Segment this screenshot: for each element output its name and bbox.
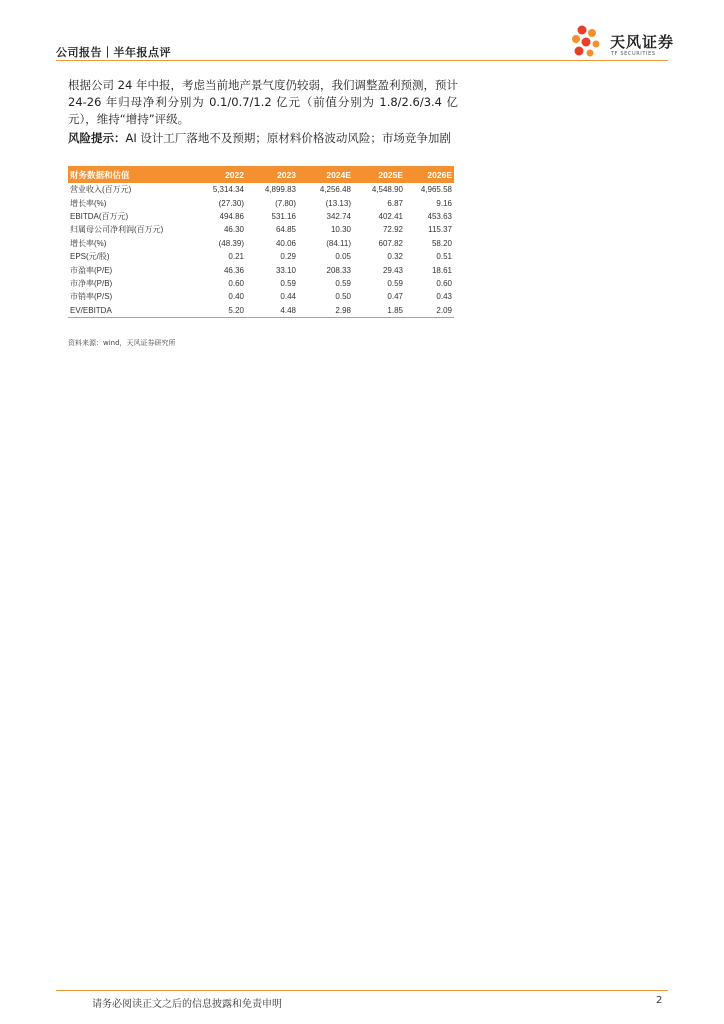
page-number: 2 [656, 995, 663, 1006]
value-cell: 4.48 [246, 304, 298, 318]
value-cell: 0.50 [335, 292, 351, 302]
value-cell: 2.98 [298, 304, 353, 318]
value-cell: 0.51 [436, 252, 452, 262]
row-label-cell: EBITDA(百万元) [70, 211, 129, 221]
value-cell: 33.10 [275, 265, 296, 275]
value-cell: 4,965.58 [420, 185, 452, 195]
financial-data-table [68, 166, 454, 318]
table-header-cell: 2023 [246, 166, 298, 183]
table-header-row [68, 166, 454, 183]
value-cell: 10.30 [330, 225, 351, 235]
value-cell: 0.60 [228, 278, 244, 288]
table-header-cell: 2025E [353, 166, 405, 183]
risk-text: AI 设计工厂落地不及预期；原材料价格波动风险；市场竞争加剧 [125, 131, 451, 145]
row-label-cell: 增长率(%) [70, 198, 107, 208]
value-cell: 342.74 [326, 211, 351, 221]
logo-flower-icon [568, 22, 608, 62]
row-label-cell: 归属母公司净利润(百万元) [70, 225, 164, 235]
table-row [68, 196, 454, 209]
risk-paragraph [68, 130, 458, 147]
report-type-label: 公司报告｜半年报点评 [56, 46, 171, 59]
table-row [68, 290, 454, 303]
value-cell: 46.36 [223, 265, 244, 275]
value-cell: 0.59 [335, 278, 351, 288]
forecast-paragraph: 根据公司 24 年中报，考虑当前地产景气度仍较弱，我们调整盈利预测，预计 24-26 年归母净利分别为 0.1/0.7/1.2 亿元（前值分别为 1.8/2.6/3.4 亿元），维持“增持”评级。 [68, 78, 458, 126]
value-cell: 6.87 [387, 198, 403, 208]
value-cell: 607.82 [378, 238, 403, 248]
table-row [68, 263, 454, 276]
row-label-cell: 市盈率(P/E) [70, 265, 113, 275]
table-row [68, 250, 454, 263]
value-cell: 0.40 [228, 292, 244, 302]
value-cell: 1.85 [353, 304, 405, 318]
value-cell: 0.59 [280, 278, 296, 288]
row-label-cell: 市销率(P/S) [70, 292, 113, 302]
table-row [68, 304, 454, 318]
value-cell: 40.06 [275, 238, 296, 248]
value-cell: (27.30) [218, 198, 244, 208]
value-cell: 29.43 [382, 265, 403, 275]
row-label-cell: EV/EBITDA [68, 304, 198, 318]
value-cell: 0.59 [387, 278, 403, 288]
value-cell: 9.16 [436, 198, 452, 208]
footer-divider [56, 990, 668, 991]
value-cell: 0.21 [228, 252, 244, 262]
value-cell: 208.33 [326, 265, 351, 275]
value-cell: 115.37 [428, 225, 452, 235]
table-row [68, 210, 454, 223]
table-header-cell: 财务数据和估值 [68, 166, 198, 183]
logo-text: 天风证券 [610, 33, 675, 51]
disclaimer-text: 请务必阅读正文之后的信息披露和免责申明 [92, 999, 282, 1010]
table-row [68, 183, 454, 196]
company-logo [568, 22, 678, 62]
value-cell: (48.39) [218, 238, 244, 248]
table-row [68, 237, 454, 250]
value-cell: (84.11) [326, 238, 351, 248]
value-cell: (13.13) [325, 198, 351, 208]
value-cell: 4,256.48 [319, 185, 351, 195]
row-label-cell: 市净率(P/B) [70, 278, 113, 288]
value-cell: 46.30 [223, 225, 244, 235]
value-cell: 5,314.34 [212, 185, 244, 195]
logo-subtitle: TF SECURITIES [611, 51, 656, 57]
risk-label: 风险提示： [68, 131, 126, 145]
value-cell: 18.61 [431, 265, 452, 275]
value-cell: 494.86 [219, 211, 244, 221]
value-cell: 2.09 [405, 304, 454, 318]
value-cell: 531.16 [271, 211, 296, 221]
table-row [68, 223, 454, 236]
value-cell: 0.43 [436, 292, 452, 302]
value-cell: 453.63 [427, 211, 452, 221]
value-cell: 64.85 [275, 225, 296, 235]
value-cell: 0.60 [436, 278, 452, 288]
value-cell: 0.29 [280, 252, 296, 262]
row-label-cell: 营业收入(百万元) [70, 185, 132, 195]
value-cell: 5.20 [198, 304, 246, 318]
value-cell: 72.92 [382, 225, 403, 235]
value-cell: 0.05 [335, 252, 351, 262]
value-cell: 4,899.83 [264, 185, 296, 195]
data-source-note: 资料来源：wind，天风证券研究所 [68, 339, 176, 347]
table-row [68, 277, 454, 290]
table-header-cell: 2026E [405, 166, 454, 183]
row-label-cell: EPS(元/股) [70, 252, 110, 262]
value-cell: 0.44 [280, 292, 296, 302]
value-cell: 402.41 [378, 211, 403, 221]
value-cell: (7.80) [275, 198, 296, 208]
value-cell: 0.32 [387, 252, 403, 262]
value-cell: 0.47 [387, 292, 403, 302]
value-cell: 58.20 [431, 238, 452, 248]
row-label-cell: 增长率(%) [70, 238, 107, 248]
table-header-cell: 2022 [198, 166, 246, 183]
value-cell: 4,548.90 [371, 185, 403, 195]
table-header-cell: 2024E [298, 166, 353, 183]
